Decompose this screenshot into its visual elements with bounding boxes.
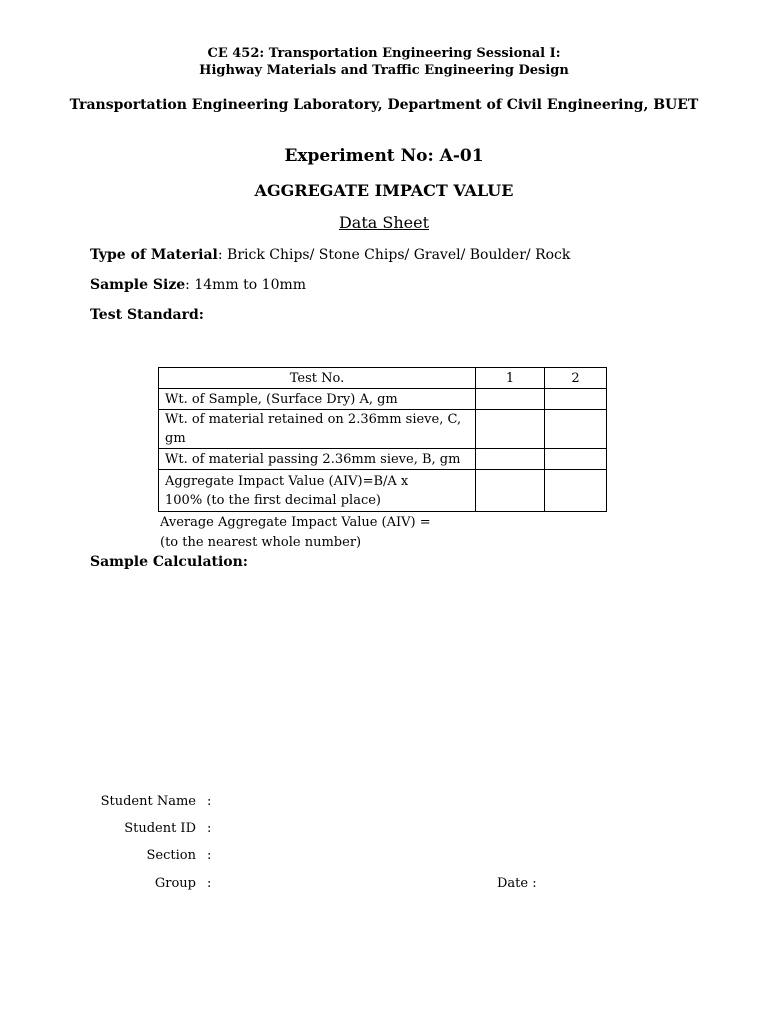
cell-retained-weight-2[interactable] [545, 410, 607, 449]
section-label: Section [146, 848, 196, 863]
experiment-title: AGGREGATE IMPACT VALUE [254, 181, 514, 200]
header-test-no: Test No. [159, 368, 476, 389]
course-title-line1: CE 452: Transportation Engineering Sessional I: [207, 46, 561, 61]
table-header-row [159, 368, 607, 389]
data-sheet-heading: Data Sheet [338, 213, 430, 232]
header-test-1: 1 [476, 368, 545, 389]
course-title-line2: Highway Materials and Traffic Engineering Design [199, 63, 569, 78]
student-id-label: Student ID [124, 821, 196, 836]
data-table [158, 367, 607, 512]
table-row [159, 410, 607, 449]
average-aiv-line2: (to the nearest whole number) [160, 535, 362, 550]
cell-sample-weight-1[interactable] [476, 389, 545, 410]
table-row [159, 470, 607, 512]
row-label-retained-weight: Wt. of material retained on 2.36mm sieve, C, gm [159, 410, 476, 449]
student-id-colon: : [207, 821, 212, 836]
test-standard-field [90, 307, 204, 323]
cell-retained-weight-1[interactable] [476, 410, 545, 449]
sample-size-label: Sample Size [90, 277, 186, 293]
experiment-number: Experiment No: A-01 [284, 146, 484, 166]
cell-aiv-1[interactable] [476, 470, 545, 512]
sample-calculation-label: Sample Calculation: [90, 554, 248, 570]
cell-aiv-2[interactable] [545, 470, 607, 512]
row-label-sample-weight: Wt. of Sample, (Surface Dry) A, gm [159, 389, 476, 410]
material-label: Type of Material [90, 247, 218, 263]
cell-sample-weight-2[interactable] [545, 389, 607, 410]
cell-passing-weight-1[interactable] [476, 449, 545, 470]
header-test-2: 2 [545, 368, 607, 389]
student-name-colon: : [207, 794, 212, 809]
group-colon: : [207, 876, 212, 891]
group-label: Group [154, 876, 196, 891]
sample-calculation-heading [90, 554, 248, 570]
student-name-label: Student Name [100, 794, 196, 809]
row-label-passing-weight: Wt. of material passing 2.36mm sieve, B, gm [159, 449, 476, 470]
test-standard-label: Test Standard: [90, 307, 204, 323]
table-row [159, 449, 607, 470]
material-value: : Brick Chips/ Stone Chips/ Gravel/ Boulder/ Rock [217, 247, 571, 263]
sample-size-field [90, 277, 306, 293]
date-label: Date : [497, 876, 537, 891]
cell-passing-weight-2[interactable] [545, 449, 607, 470]
aiv-formula-line1: Aggregate Impact Value (AIV)=B/A x [165, 474, 409, 489]
table-row [159, 389, 607, 410]
row-label-aiv [159, 470, 476, 512]
sample-size-value: : 14mm to 10mm [185, 277, 307, 293]
average-aiv-line1: Average Aggregate Impact Value (AIV) = [160, 515, 431, 530]
aiv-formula-line2: 100% (to the first decimal place) [165, 493, 381, 508]
material-field [90, 247, 570, 263]
section-colon: : [207, 848, 212, 863]
lab-heading: Transportation Engineering Laboratory, Department of Civil Engineering, BUET [69, 97, 699, 113]
